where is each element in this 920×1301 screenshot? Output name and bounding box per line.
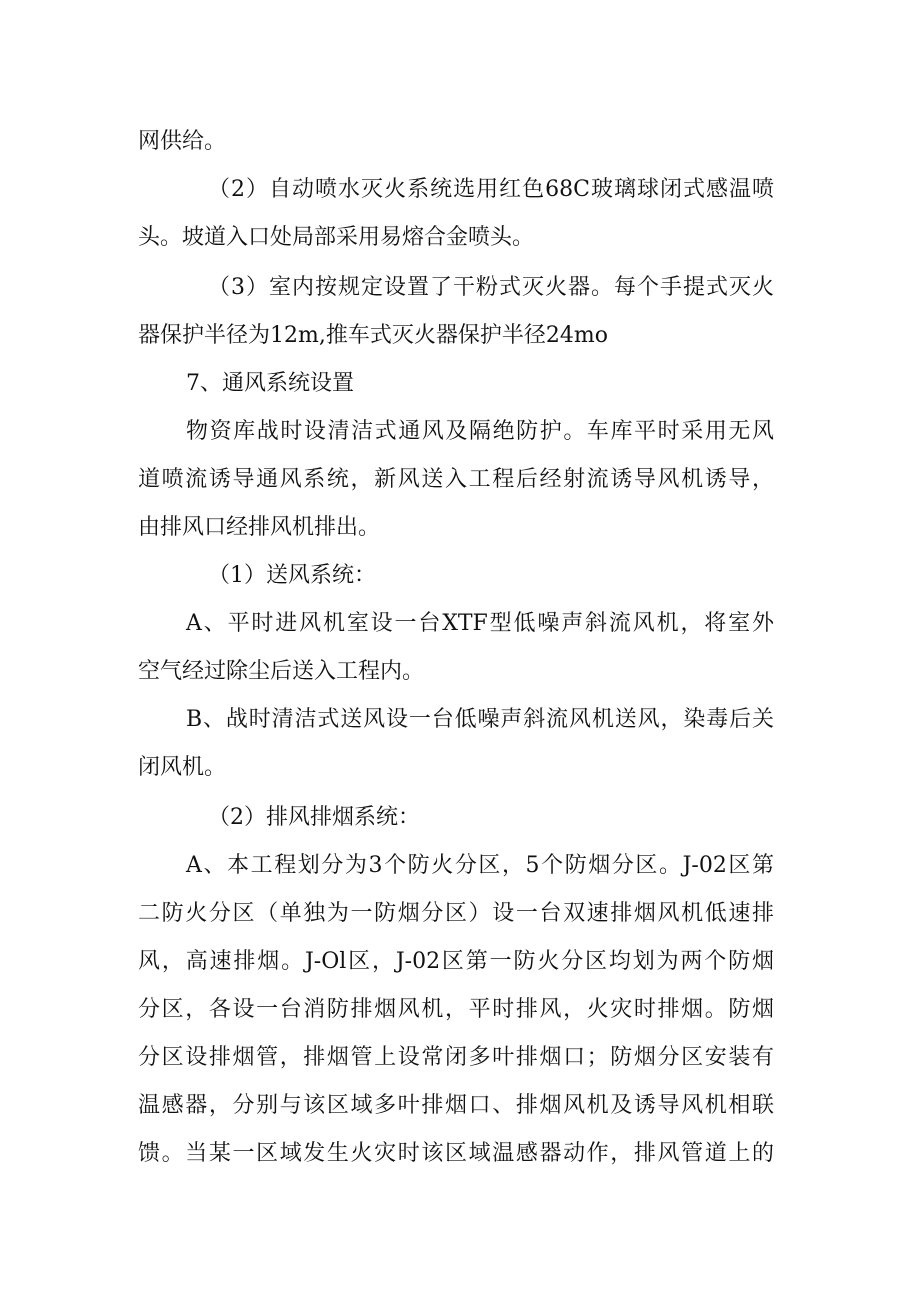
line-text: （3）室内按规定设置了干粉式灭火器。每个手提式灭火 [208,275,774,300]
subsection-heading [0,556,920,596]
text-line [0,846,920,886]
text-line [0,460,920,500]
text-line [0,218,920,258]
line-text: 网供给。 [138,129,227,154]
text-line [0,942,920,982]
line-text: 分区，各设一台消防排烟风机，平时排风，火灾时排烟。防烟 [138,997,774,1022]
line-text: （2）自动喷水灭火系统选用红色68C玻璃球闭式感温喷 [208,177,774,202]
line-text: 分区设排烟管，排烟管上设常闭多叶排烟口；防烟分区安装有 [138,1045,774,1070]
text-line [0,412,920,452]
line-text: （2）排风排烟系统： [208,805,420,830]
text-line [0,268,920,308]
line-text: 二防火分区（单独为一防烟分区）设一台双速排烟风机低速排 [138,901,774,926]
line-text: A、本工程划分为3个防火分区，5个防烟分区。J-02区第 [186,853,774,878]
text-line [0,316,920,356]
line-text: 闭风机。 [138,755,227,780]
text-line [0,604,920,644]
text-line [0,1038,920,1078]
text-line [0,700,920,740]
line-text: 风，高速排烟。J-Ol区，J-02区第一防火分区均划为两个防烟 [138,949,774,974]
text-line [0,1086,920,1126]
text-line [0,748,920,788]
line-text: B、战时清洁式送风设一台低噪声斜流风机送风，染毒后关 [186,707,774,732]
text-line [0,508,920,548]
line-text: 7、通风系统设置 [186,371,354,396]
line-text: 器保护半径为12m,推车式灭火器保护半径24mo [138,323,608,348]
text-line [0,894,920,934]
section-heading [0,364,920,404]
line-text: 温感器，分别与该区域多叶排烟口、排烟风机及诱导风机相联 [138,1093,774,1118]
line-text: 馈。当某一区域发生火灾时该区域温感器动作，排风管道上的 [138,1141,774,1166]
line-text: （1）送风系统： [208,563,376,588]
subsection-heading [0,798,920,838]
line-text: 空气经过除尘后送入工程内。 [138,659,425,684]
line-text: 头。坡道入口处局部采用易熔合金喷头。 [138,225,535,250]
line-text: A、平时进风机室设一台XTF型低噪声斜流风机，将室外 [186,611,774,636]
line-text: 道喷流诱导通风系统，新风送入工程后经射流诱导风机诱导， [138,467,774,492]
line-text: 由排风口经排风机排出。 [138,515,381,540]
text-line [0,170,920,210]
line-text: 物资库战时设清洁式通风及隔绝防护。车库平时采用无风 [186,419,774,444]
text-line [0,1134,920,1174]
text-line [0,122,920,162]
text-line [0,652,920,692]
text-line [0,990,920,1030]
